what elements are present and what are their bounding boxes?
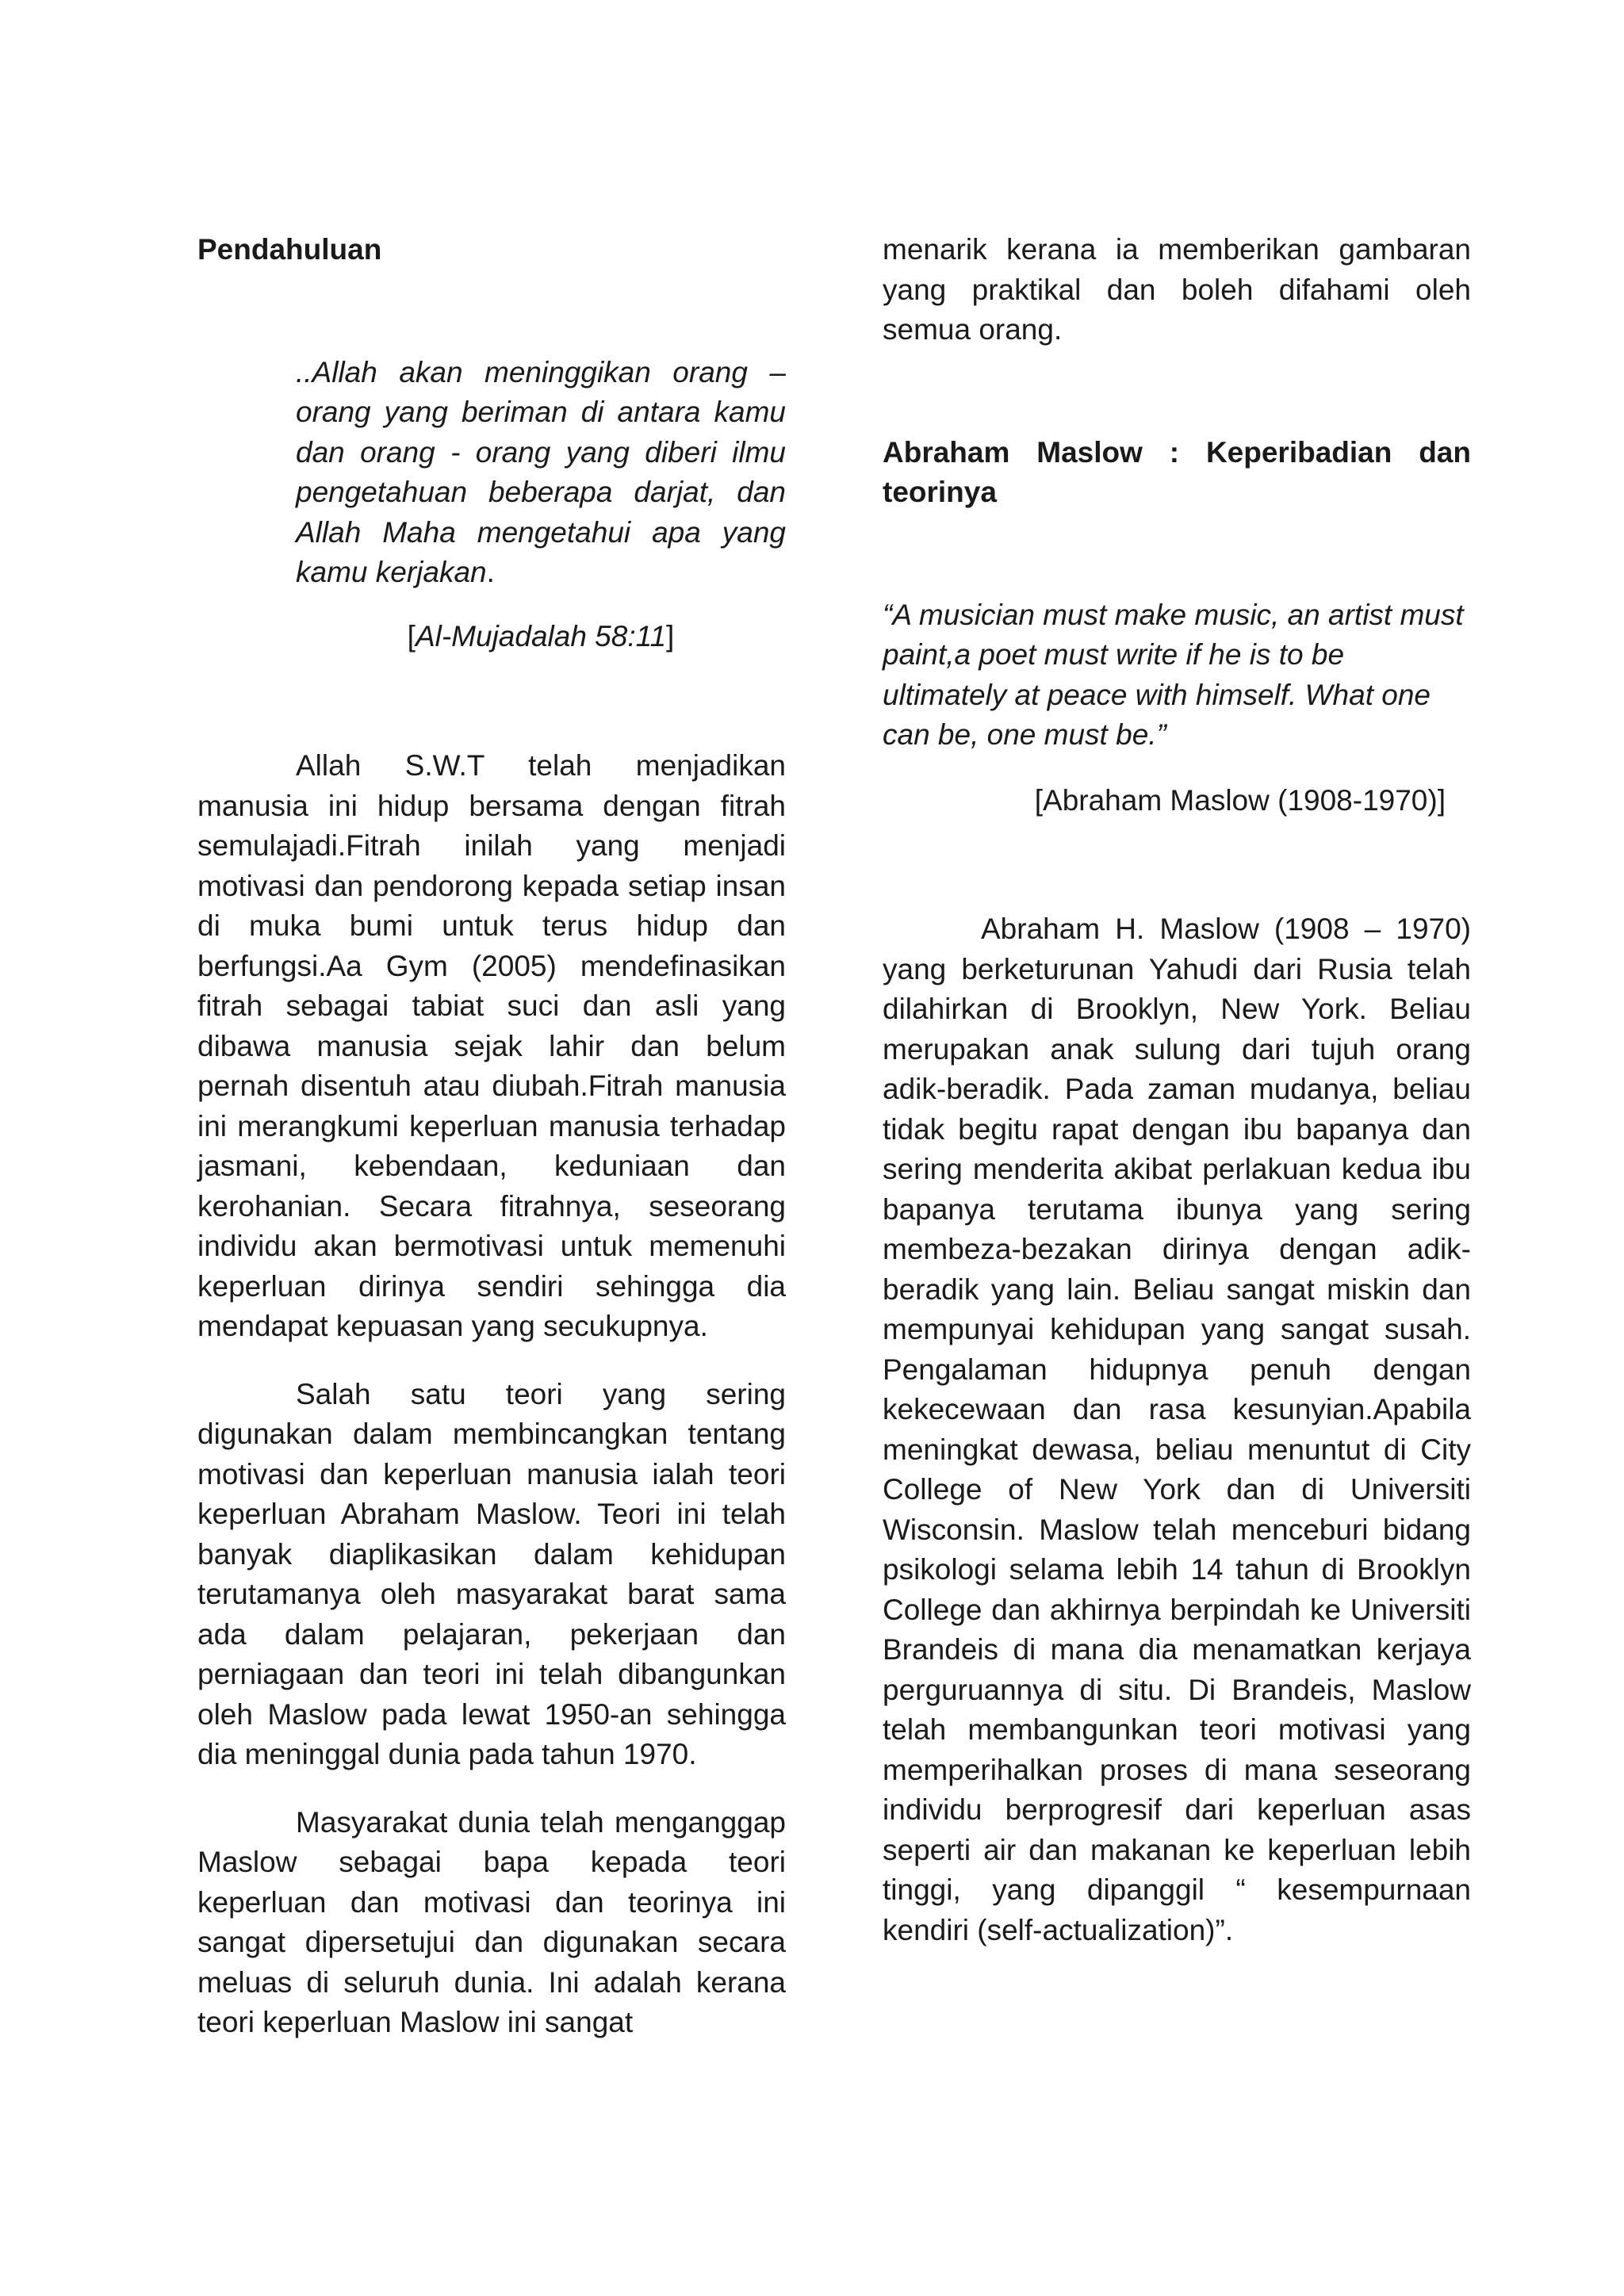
quote-reference: [Abraham Maslow (1908-1970)] — [1034, 783, 1446, 817]
biography-paragraph: Abraham H. Maslow (1908 – 1970) yang berketurunan Yahudi dari Rusia telah dilahirkan di Brooklyn, New York. Beliau merupakan anak sulung dari tujuh orang adik-beradik. Pada zaman mudanya, beliau tidak begitu rapat dengan ibu bapanya dan sering menderita akibat perlakuan kedua ibu bapanya terutama ibunya yang sering membeza-bezakan dirinya dengan adik-beradik yang lain. Beliau sangat miskin dan mempunyai kehidupan yang sangat susah. Pengalaman hidupnya penuh dengan kekecewaan dan rasa kesunyian.Apabila meningkat dewasa, beliau menuntut di City College of New York dan di Universiti Wisconsin. Maslow telah menceburi bidang psikologi selama lebih 14 tahun di Brooklyn College dan akhirnya berpindah ke Universiti Brandeis di mana dia menamatkan kerjaya perguruannya di situ. Di Brandeis, Maslow telah membangunkan teori motivasi yang memperihalkan proses di mana seseorang individu berprogresif dari keperluan asas seperti air dan makanan ke keperluan lebih tinggi, yang dipanggil “ kesempurnaan kendiri (self-actualization)”. — [883, 913, 1471, 1946]
section-heading: Abraham Maslow : Keperibadian dan teorinya — [883, 435, 1471, 508]
left-column — [197, 230, 786, 2043]
paragraph-2: Salah satu teori yang sering digunakan dalam membincangkan tentang motivasi dan keperluan manusia ialah teori keperluan Abraham Maslow. Teori ini telah banyak diaplikasikan dalam kehidupan terutamanya oleh masyarakat barat sama ada dalam pelajaran, pekerjaan dan perniagaan dan teori ini telah dibangunkan oleh Maslow pada lewat 1950-an sehingga dia meninggal dunia pada tahun 1970. — [197, 1377, 786, 1770]
quote-text: ..Allah akan meninggikan orang – orang yang beriman di antara kamu dan orang - orang yang diberi ilmu pengetahuan beberapa darjat, dan Allah Maha mengetahui apa yang kamu kerjakan — [296, 355, 786, 588]
maslow-quote: “A musician must make music, an artist must paint,a poet must write if he is to be ultimately at peace with himself. What one can be, one must be.” — [883, 598, 1464, 751]
continued-paragraph: menarik kerana ia memberikan gambaran yang praktikal dan boleh difahami oleh semua orang. — [883, 233, 1471, 346]
paragraph-1: Allah S.W.T telah menjadikan manusia ini hidup bersama dengan fitrah semulajadi.Fitrah inilah yang menjadi motivasi dan pendorong kepada setiap insan di muka bumi untuk terus hidup dan berfungsi.Aa Gym (2005) mendefinasikan fitrah sebagai tabiat suci dan asli yang dibawa manusia sejak lahir dan belum pernah disentuh atau diubah.Fitrah manusia ini merangkumi keperluan manusia terhadap jasmani, kebendaan, keduniaan dan kerohanian. Secara fitrahnya, seseorang individu akan bermotivasi untuk memenuhi keperluan dirinya sendiri sehingga dia mendapat kepuasan yang secukupnya. — [197, 749, 786, 1342]
reference-citation: Al-Mujadalah 58:11 — [415, 619, 667, 652]
quote-reference: [Al-Mujadalah 58:11] — [407, 619, 675, 652]
paragraph-3: Masyarakat dunia telah menganggap Maslow sebagai bapa kepada teori keperluan dan motivasi dan teorinya ini sangat dipersetujui dan digunakan secara meluas di seluruh dunia. Ini adalah kerana teori keperluan Maslow ini sangat — [197, 1805, 786, 2038]
section-heading: Pendahuluan — [197, 233, 382, 266]
quote-block — [296, 353, 786, 593]
quote-end: . — [486, 556, 495, 588]
right-column — [883, 230, 1471, 1950]
